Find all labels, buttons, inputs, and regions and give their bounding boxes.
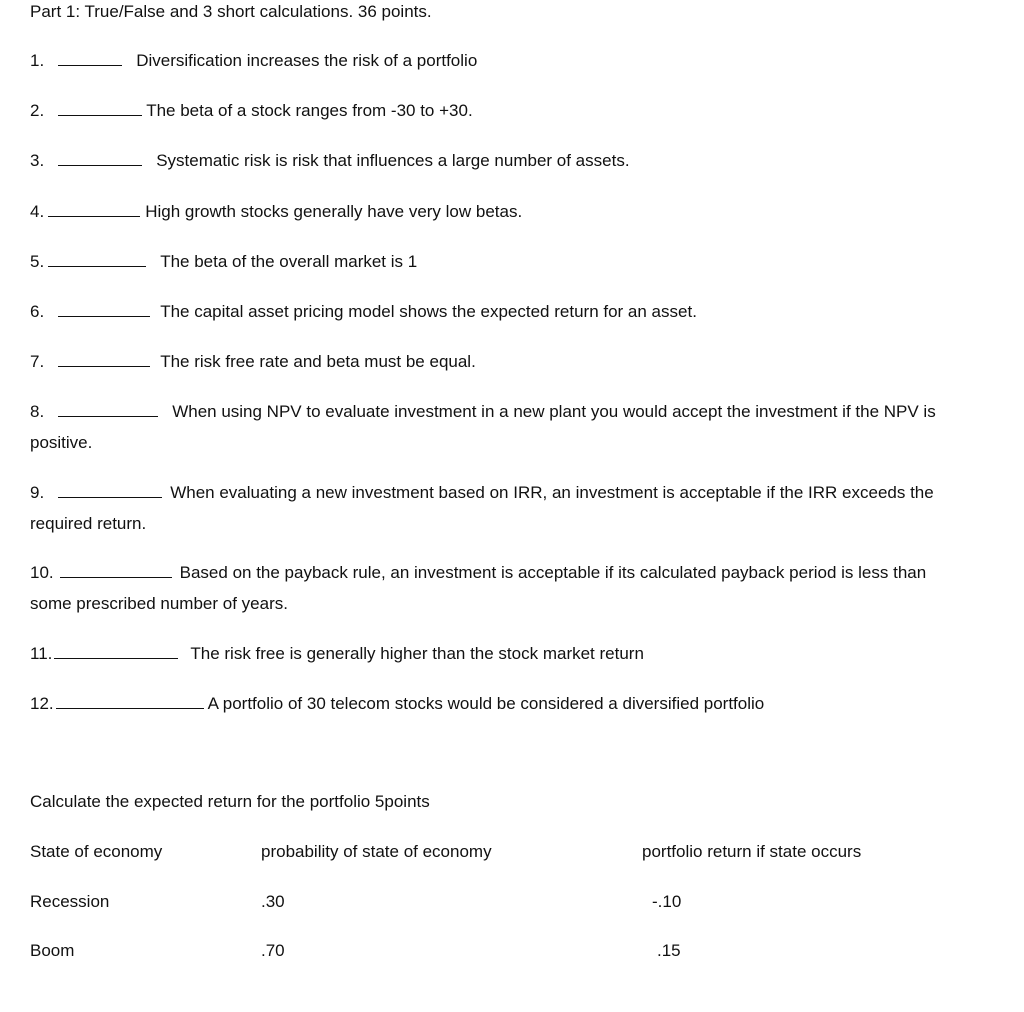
question-number: 10. <box>30 563 54 582</box>
answer-blank[interactable] <box>58 51 122 66</box>
row-boom-probability: .70 <box>261 941 285 960</box>
header-return: portfolio return if state occurs <box>642 842 862 861</box>
row-boom-state: Boom <box>30 941 75 960</box>
question-number: 5. <box>30 252 45 271</box>
question-number: 7. <box>30 352 45 371</box>
question-statement: A portfolio of 30 telecom stocks would be considered a diversified portfolio <box>207 694 765 713</box>
question-statement: The capital asset pricing model shows the expected return for an asset. <box>160 302 697 321</box>
question-7 <box>30 346 476 377</box>
row-boom-return: .15 <box>657 941 681 960</box>
question-statement: The beta of a stock ranges from -30 to +30. <box>146 101 473 120</box>
question-statement: When evaluating a new investment based on IRR, an investment is acceptable if the IRR exceeds the required return. <box>30 483 934 533</box>
header-probability: probability of state of economy <box>261 842 492 861</box>
row-recession-return: -.10 <box>652 892 682 911</box>
question-statement: Systematic risk is risk that influences a large number of assets. <box>156 151 630 170</box>
question-statement: Diversification increases the risk of a portfolio <box>136 51 478 70</box>
question-4 <box>30 196 522 227</box>
question-number: 8. <box>30 402 45 421</box>
question-12 <box>30 688 764 719</box>
question-3 <box>30 145 630 176</box>
answer-blank[interactable] <box>54 644 178 659</box>
answer-blank[interactable] <box>58 352 150 367</box>
question-5 <box>30 246 417 277</box>
header-state: State of economy <box>30 842 163 861</box>
question-statement: High growth stocks generally have very low betas. <box>145 202 523 221</box>
question-8 <box>30 396 970 458</box>
row-recession-probability: .30 <box>261 892 285 911</box>
question-number: 3. <box>30 151 45 170</box>
question-statement: The beta of the overall market is 1 <box>160 252 418 271</box>
question-11 <box>30 638 644 669</box>
answer-blank[interactable] <box>56 694 204 709</box>
question-6 <box>30 296 697 327</box>
question-number: 2. <box>30 101 45 120</box>
row-recession-state: Recession <box>30 892 110 911</box>
answer-blank[interactable] <box>58 151 142 166</box>
answer-blank[interactable] <box>58 302 150 317</box>
question-10 <box>30 557 970 619</box>
question-1 <box>30 45 477 76</box>
section-heading: Part 1: True/False and 3 short calculations. 36 points. <box>30 2 432 21</box>
question-statement: The risk free is generally higher than the stock market return <box>190 644 644 663</box>
question-number: 6. <box>30 302 45 321</box>
question-number: 11. <box>30 644 53 663</box>
question-2 <box>30 95 473 126</box>
question-statement: The risk free rate and beta must be equal. <box>160 352 476 371</box>
answer-blank[interactable] <box>58 101 142 116</box>
answer-blank[interactable] <box>60 563 172 578</box>
question-statement: When using NPV to evaluate investment in a new plant you would accept the investment if the NPV is positive. <box>30 402 936 452</box>
question-number: 9. <box>30 483 45 502</box>
question-statement: Based on the payback rule, an investment is acceptable if its calculated payback period is less than some prescribed number of years. <box>30 563 927 613</box>
calculation-title: Calculate the expected return for the portfolio 5points <box>30 792 430 811</box>
question-number: 1. <box>30 51 45 70</box>
answer-blank[interactable] <box>48 202 140 217</box>
answer-blank[interactable] <box>58 402 158 417</box>
question-9 <box>30 477 970 539</box>
question-number: 4. <box>30 202 45 221</box>
question-number: 12. <box>30 694 54 713</box>
answer-blank[interactable] <box>58 483 162 498</box>
answer-blank[interactable] <box>48 252 146 267</box>
